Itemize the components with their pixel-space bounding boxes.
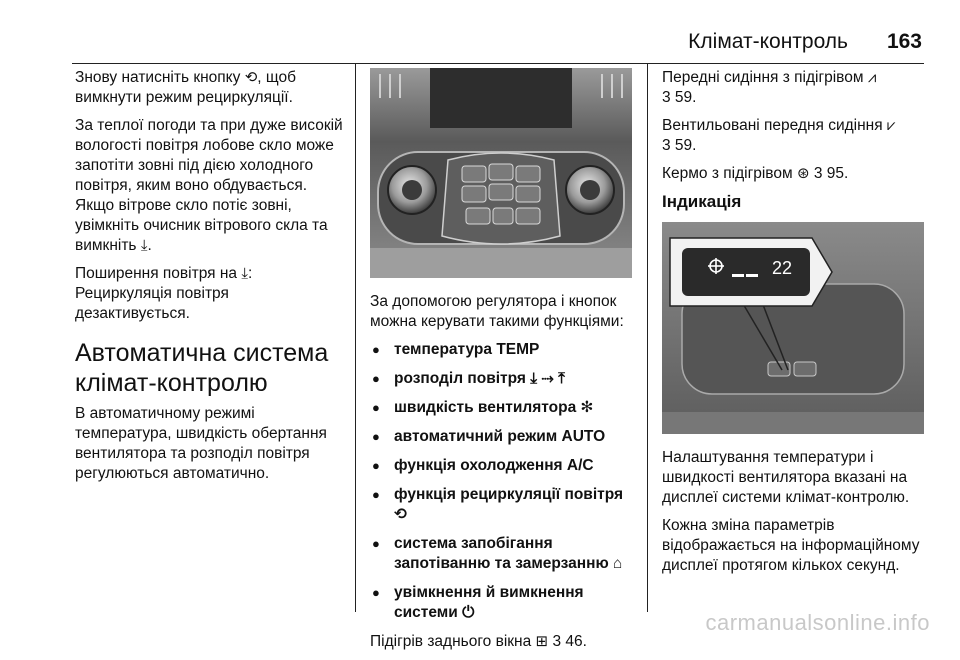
list-item: ● система запобігання запотіванню та замерзанню ⌂ xyxy=(370,534,634,574)
paragraph-recirc-off: Знову натисніть кнопку ⟲, щоб вимкнути режим рециркуляції. xyxy=(75,69,296,106)
recirculation-icon: ⟲ xyxy=(244,69,258,86)
heading-display: Індикація xyxy=(662,192,742,211)
function-list xyxy=(370,340,634,623)
list-item: ● температура TEMP xyxy=(370,340,634,360)
list-item: ● функція рециркуляції повітря ⟲ xyxy=(370,485,634,525)
heated-steering-wheel-icon: ⊛ xyxy=(796,165,810,182)
column-divider-1 xyxy=(355,64,356,612)
paragraph-air-distribution: Поширення повітря на ⤓: Рециркуляція повітря дезактивується. xyxy=(75,265,253,322)
column-2 xyxy=(370,68,634,660)
windscreen-air-icon: ⤓ xyxy=(241,265,248,282)
paragraph-ventilated-seats: Вентильовані передня сидіння ⩗ 3 59. xyxy=(662,117,896,154)
header-divider xyxy=(72,63,924,64)
page-reference: 3 59. xyxy=(662,89,697,106)
heated-seat-icon: ⩘ xyxy=(867,69,877,86)
list-item: ● функція охолодження A/C xyxy=(370,456,634,476)
list-item: ● автоматичний режим AUTO xyxy=(370,427,634,447)
paragraph-fogging: За теплої погоди та при дуже високій вологості повітря лобове скло може запотіти зовні під дією холодного повітря, яким воно обдувається. Якщо вітрове скло потіє зовні, увімкніть очисник вітрового скла та вимкніть ⤓. xyxy=(75,117,343,254)
page-reference: 3 95. xyxy=(809,165,849,182)
paragraph-display-change: Кожна зміна параметрів відображається на інформаційному дисплеї протягом кількох секунд. xyxy=(662,517,920,574)
climate-display-illustration xyxy=(662,222,924,434)
list-item: ● швидкість вентилятора ✻ xyxy=(370,398,634,418)
windscreen-air-icon: ⤓ xyxy=(140,237,148,254)
page-header xyxy=(0,24,960,64)
climate-display-photo xyxy=(662,222,924,434)
column-divider-2 xyxy=(647,64,648,612)
page-reference: 3 59. xyxy=(662,137,697,154)
section-title: Клімат-контроль xyxy=(688,30,848,53)
column-1 xyxy=(75,68,343,492)
page-number: 163 xyxy=(886,30,922,53)
column-3 xyxy=(662,68,924,584)
climate-panel-illustration xyxy=(370,68,632,278)
list-item: ● увімкнення й вимкнення системи ⏻ xyxy=(370,583,634,623)
display-temperature: 22 xyxy=(772,258,793,278)
ventilated-seat-icon: ⩗ xyxy=(886,117,896,134)
climate-panel-photo xyxy=(370,68,632,278)
rear-window-heater-icon: ⊞ xyxy=(535,633,549,650)
paragraph-display-info: Налаштування температури і швидкості вентилятора вказані на дисплеї системи клімат-контролю. xyxy=(662,449,910,506)
paragraph-heated-seats: Передні сидіння з підігрівом ⩘ 3 59. xyxy=(662,69,877,106)
paragraph-controls-intro: За допомогою регулятора і кнопок можна керувати такими функціями: xyxy=(370,293,624,330)
paragraph-rear-window: Підігрів заднього вікна ⊞ 3 46. xyxy=(370,633,587,650)
watermark: carmanualsonline.info xyxy=(705,610,930,635)
heading-auto-climate: Автоматична система клімат-контролю xyxy=(75,339,329,397)
paragraph-auto-mode: В автоматичному режимі температура, швидкість обертання вентилятора та розподіл повітря регулюються автоматично. xyxy=(75,405,327,482)
page-reference: 3 46. xyxy=(552,633,587,650)
list-item: ● розподіл повітря ⤓ ⤑ ⤒ xyxy=(370,369,634,389)
paragraph-heated-wheel: Кермо з підігрівом ⊛ 3 95. xyxy=(662,165,849,182)
